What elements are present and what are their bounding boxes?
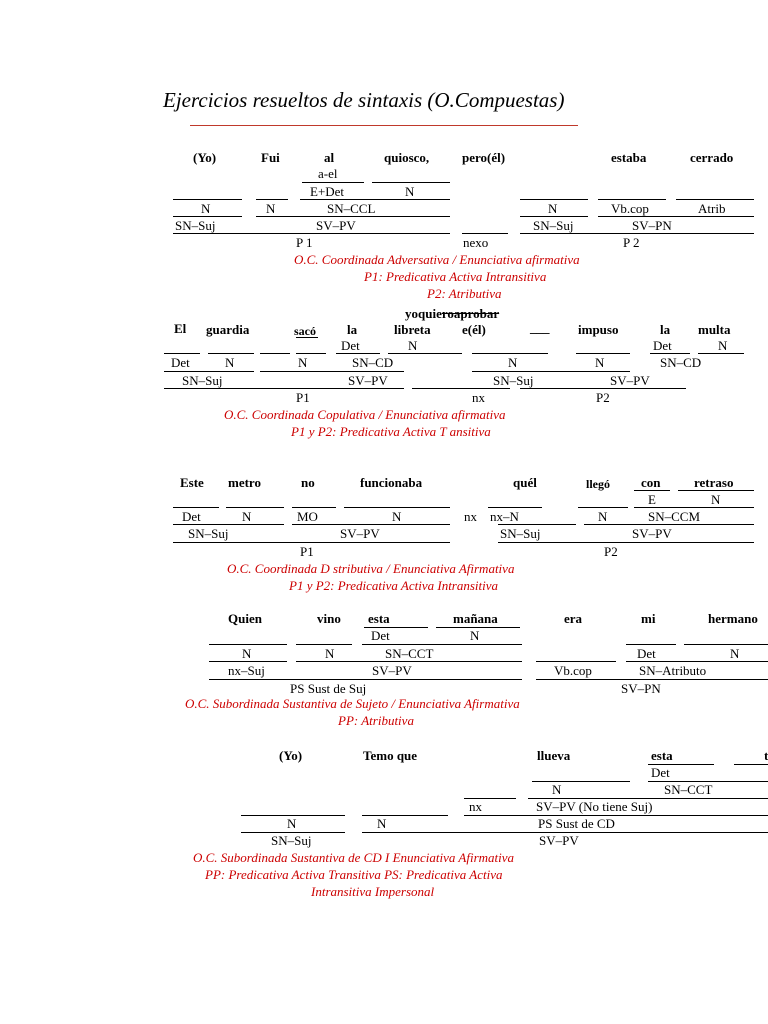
label: N <box>711 492 721 507</box>
label: P1 <box>296 390 310 405</box>
rule <box>598 199 666 200</box>
rule <box>208 353 254 354</box>
label: SV–PV <box>539 833 579 848</box>
rule <box>536 679 768 680</box>
rule <box>173 524 284 525</box>
word: impuso <box>578 322 619 337</box>
word: Este <box>180 475 204 490</box>
label: SN–CCT <box>664 782 713 797</box>
word: no <box>301 475 315 490</box>
rule <box>372 182 450 183</box>
label: SN–CD <box>660 355 702 370</box>
label: Det <box>637 646 656 661</box>
rule <box>256 199 288 200</box>
label: Det <box>182 509 201 524</box>
word: hermano <box>708 611 758 626</box>
word: llueva <box>537 748 571 763</box>
word: cerrado <box>690 150 734 165</box>
title-underline <box>190 125 578 126</box>
label: SN–Suj <box>533 218 574 233</box>
label: nx–N <box>490 509 519 524</box>
page-title: Ejercicios resueltos de sintaxis (O.Compuestas) <box>163 88 565 112</box>
rule <box>520 216 588 217</box>
rule <box>472 371 630 372</box>
label: N <box>408 338 418 353</box>
rule <box>256 216 450 217</box>
rule <box>472 353 548 354</box>
label: SN–Suj <box>188 526 229 541</box>
rule <box>173 199 242 200</box>
rule <box>598 216 754 217</box>
label: nx–Suj <box>228 663 265 678</box>
label: nx <box>472 390 485 405</box>
word: funcionaba <box>360 475 423 490</box>
word: esta <box>651 748 673 763</box>
label: SN–Suj <box>271 833 312 848</box>
label: P2 <box>596 390 610 405</box>
rule <box>362 644 522 645</box>
rule <box>164 388 404 389</box>
rule <box>536 661 616 662</box>
analysis-note: O.C. Subordinada Sustantiva de CD I Enunciativa Afirmativa <box>193 850 515 865</box>
rule <box>412 388 510 389</box>
label: SV–PV <box>316 218 356 233</box>
rule <box>698 353 744 354</box>
label: SN–Suj <box>493 373 534 388</box>
word: esta <box>368 611 390 626</box>
analysis-note: P1 y P2: Predicativa Activa Intransitiva <box>289 578 499 593</box>
word: mi <box>641 611 656 626</box>
rule <box>634 490 670 491</box>
label: nx <box>464 509 477 524</box>
label: SN–CD <box>352 355 394 370</box>
word: pero(él) <box>462 150 506 165</box>
rule <box>296 644 352 645</box>
label: N <box>242 509 252 524</box>
word: retraso <box>694 475 734 490</box>
label: SN–Suj <box>182 373 223 388</box>
label: PS Sust de CD <box>538 816 615 831</box>
label: N <box>392 509 402 524</box>
label: N <box>225 355 235 370</box>
rule <box>488 507 542 508</box>
rule <box>520 199 588 200</box>
rule <box>209 679 522 680</box>
rule <box>684 644 768 645</box>
label: SN–Suj <box>500 526 541 541</box>
rule <box>296 661 522 662</box>
word: (Yo) <box>279 748 303 763</box>
analysis-note: PP: Atributiva <box>338 713 414 728</box>
label: PS Sust de Suj <box>290 681 367 696</box>
rule <box>302 182 364 183</box>
rule <box>498 542 754 543</box>
label: SN–CCM <box>648 509 701 524</box>
rule <box>498 524 576 525</box>
rule <box>209 661 287 662</box>
rule <box>634 507 754 508</box>
rule <box>520 233 754 234</box>
word: quiosco, <box>384 150 430 165</box>
label: N <box>552 782 562 797</box>
rule <box>584 524 754 525</box>
label: SV–PV <box>348 373 388 388</box>
rule <box>678 490 754 491</box>
word: Fui <box>261 150 280 165</box>
label: P1 <box>300 544 314 559</box>
rule <box>173 542 450 543</box>
contraction: a-el <box>318 166 338 181</box>
rule <box>626 644 676 645</box>
label: nx <box>469 799 482 814</box>
label: P 1 <box>296 235 313 250</box>
label: N <box>548 201 558 216</box>
word: Quien <box>228 611 262 626</box>
label: SN–CCT <box>385 646 434 661</box>
rule <box>388 353 462 354</box>
label: P2 <box>604 544 618 559</box>
label: nexo <box>463 235 489 250</box>
label: SN–Suj <box>175 218 216 233</box>
label: SV–PN <box>632 218 672 233</box>
label: Det <box>341 338 360 353</box>
label: N <box>298 355 308 370</box>
label: Det <box>171 355 190 370</box>
label: N <box>325 646 335 661</box>
label: N <box>595 355 605 370</box>
word: quél <box>513 475 537 490</box>
word: la <box>347 322 358 337</box>
word: al <box>324 150 335 165</box>
rule <box>576 353 630 354</box>
analysis-note: P1 y P2: Predicativa Activa T ansitiva <box>291 424 491 439</box>
label: P 2 <box>623 235 640 250</box>
annotation-text: yoquie <box>405 306 442 321</box>
analysis-note: O.C. Coordinada D stributiva / Enunciativa Afirmativa <box>227 561 515 576</box>
label: MO <box>297 509 318 524</box>
label: N <box>242 646 252 661</box>
label: N <box>405 184 415 199</box>
analysis-note: Intransitiva Impersonal <box>311 884 435 899</box>
label: N <box>287 816 297 831</box>
annotation <box>405 307 499 321</box>
rule <box>292 507 336 508</box>
rule <box>578 507 628 508</box>
word: con <box>641 475 661 490</box>
rule <box>173 507 219 508</box>
word: El <box>174 321 187 336</box>
rule <box>260 371 404 372</box>
label: SV–PV <box>632 526 672 541</box>
label: SV–PV (No tiene Suj) <box>536 799 653 814</box>
rule <box>520 388 686 389</box>
label: N <box>201 201 211 216</box>
label: SV–PN <box>621 681 661 696</box>
rule <box>626 661 768 662</box>
rule <box>464 815 768 816</box>
label: N <box>470 628 480 643</box>
label: Det <box>371 628 390 643</box>
rule <box>650 353 690 354</box>
label: Det <box>653 338 672 353</box>
word: (Yo) <box>193 150 217 165</box>
word: mañana <box>453 611 498 626</box>
label: Vb.cop <box>554 663 592 678</box>
label: E+Det <box>310 184 345 199</box>
word: sacó <box>294 324 316 338</box>
label: N <box>598 509 608 524</box>
label: N <box>266 201 276 216</box>
rule <box>676 199 754 200</box>
label: Vb.cop <box>611 201 649 216</box>
rule <box>296 353 326 354</box>
rule <box>532 781 630 782</box>
word: t <box>764 748 768 763</box>
rule <box>344 507 450 508</box>
word: multa <box>698 322 731 337</box>
rule <box>173 216 242 217</box>
rule <box>164 371 254 372</box>
label: SV–PV <box>372 663 412 678</box>
label: N <box>718 338 728 353</box>
analysis-note: P1: Predicativa Activa Intransitiva <box>364 269 547 284</box>
label: Det <box>651 765 670 780</box>
rule <box>209 644 287 645</box>
rule <box>260 353 290 354</box>
word: vino <box>317 611 341 626</box>
rule <box>226 507 284 508</box>
label: SN–Atributo <box>639 663 707 678</box>
word: era <box>564 611 583 626</box>
label: SV–PV <box>610 373 650 388</box>
label: N <box>508 355 518 370</box>
rule <box>462 233 508 234</box>
rule <box>300 199 450 200</box>
rule <box>362 815 448 816</box>
rule <box>734 764 768 765</box>
word: ___ <box>530 320 550 335</box>
label: SV–PV <box>340 526 380 541</box>
label: E <box>648 492 656 507</box>
rule <box>173 233 450 234</box>
word: metro <box>228 475 261 490</box>
word: la <box>660 322 671 337</box>
word: estaba <box>611 150 647 165</box>
word: Temo que <box>363 748 418 763</box>
analysis-note: O.C. Coordinada Copulativa / Enunciativa afirmativa <box>224 407 506 422</box>
word: guardia <box>206 322 250 337</box>
word: libreta <box>394 322 431 337</box>
label: N <box>377 816 387 831</box>
label: SN–CCL <box>327 201 376 216</box>
label: N <box>730 646 740 661</box>
rule <box>296 337 318 338</box>
analysis-note: O.C. Coordinada Adversativa / Enunciativa afirmativa <box>294 252 580 267</box>
word: e(él) <box>462 322 486 337</box>
rule <box>336 353 380 354</box>
word: llegó <box>586 477 610 491</box>
analysis-note: P2: Atributiva <box>427 286 502 301</box>
rule <box>164 353 200 354</box>
label: Atrib <box>698 201 726 216</box>
struck-text: roaprobar <box>441 306 500 321</box>
rule <box>292 524 450 525</box>
analysis-note: O.C. Subordinada Sustantiva de Sujeto / Enunciativa Afirmativa <box>185 696 520 711</box>
analysis-note: PP: Predicativa Activa Transitiva PS: Predicativa Activa <box>205 867 503 882</box>
